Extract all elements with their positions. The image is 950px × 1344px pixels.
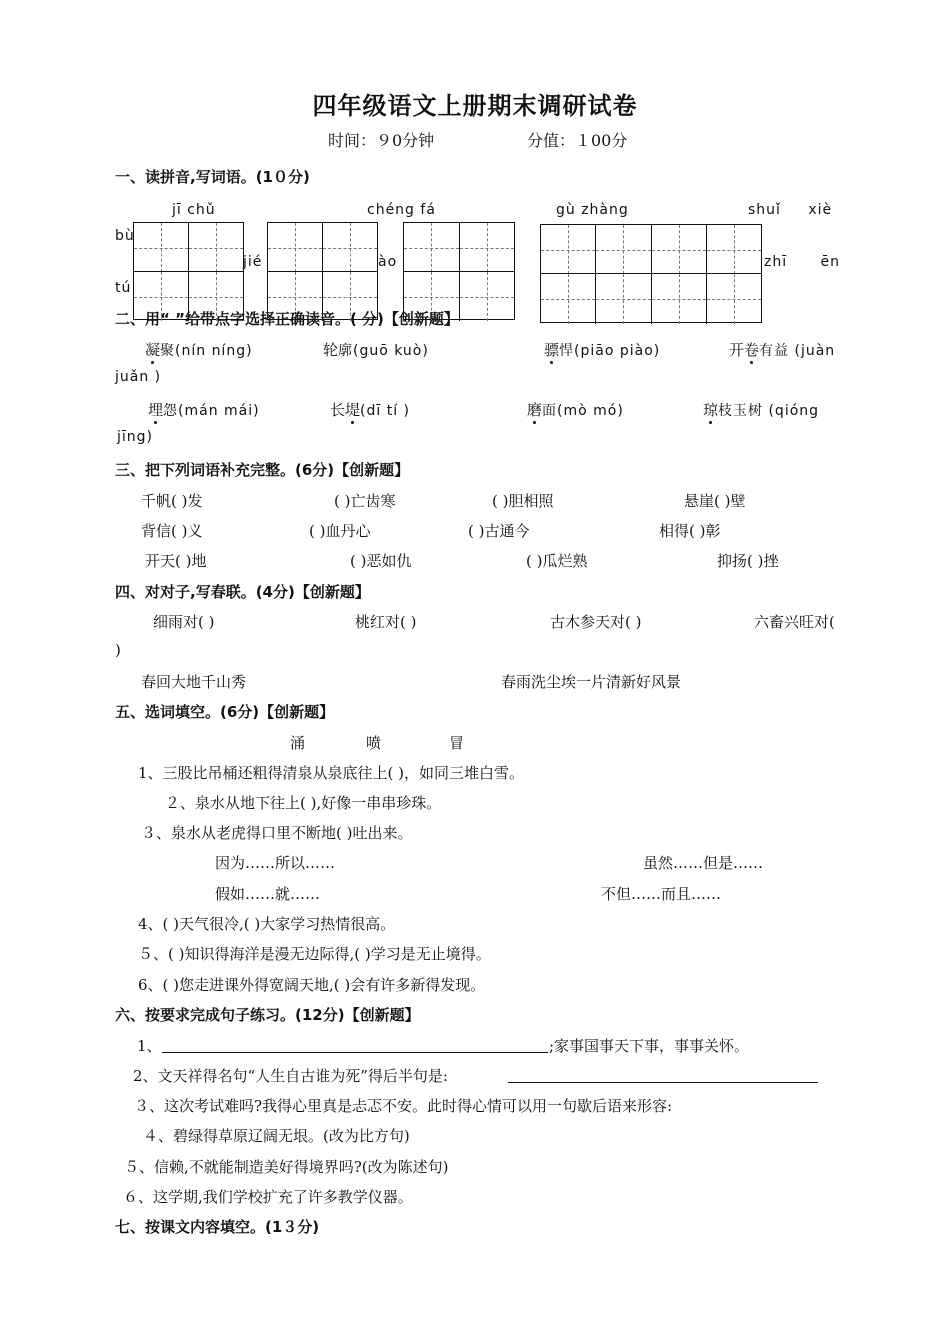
section-2-heading: 二、用“ ”给带点字选择正确读音。( 分)【创新题】	[115, 310, 459, 328]
idiom-blank[interactable]: 悬崖( )壁	[684, 492, 746, 510]
pinyin-2: chéng fá	[367, 202, 436, 218]
idiom-blank[interactable]: 抑扬( )挫	[717, 552, 779, 570]
section-4-heading: 四、对对子,写春联。(4分)【创新题】	[115, 583, 370, 601]
idiom-blank[interactable]: ( )恶如仇	[350, 552, 412, 570]
idiom-blank[interactable]: 背信( )义	[141, 522, 203, 540]
sentence-q5: ５、信赖,不就能制造美好得境界吗?(改为陈述句)	[124, 1158, 449, 1176]
section-7-heading: 七、按课文内容填空。(1３分)	[115, 1218, 320, 1236]
s2-item-2: 轮廓(guō kuò)	[323, 341, 429, 359]
section-3-heading: 三、把下列词语补充完整。(6分)【创新题】	[115, 461, 410, 479]
writing-grid-3[interactable]	[403, 222, 515, 320]
word-choice: 涌	[290, 734, 306, 752]
word-choice: 冒	[449, 734, 465, 752]
idiom-blank[interactable]: ( )亡齿寒	[334, 492, 396, 510]
writing-grid-4[interactable]	[540, 224, 762, 323]
s2-wrap-1: juǎn )	[115, 369, 162, 385]
pinyin-4: shuǐ xiè	[748, 202, 833, 218]
s2-item-5: 埋怨(mán mái)	[148, 401, 260, 419]
sentence-q4: ４、碧绿得草原辽阔无垠。(改为比方句)	[143, 1127, 410, 1145]
fill-question[interactable]: ５、( )知识得海洋是漫无边际得,( )学习是无止境得。	[138, 945, 491, 963]
s2-item-1: 凝聚(nín níng)	[145, 341, 253, 359]
couplet-lower: 春雨洗尘埃一片清新好风景	[501, 673, 682, 691]
section-6-heading: 六、按要求完成句子练习。(12分)【创新题】	[115, 1006, 420, 1024]
s2-item-4: 开卷有益 (juàn	[729, 341, 836, 359]
pinyin-3: gù zhàng	[556, 202, 629, 218]
idiom-blank[interactable]: ( )胆相照	[492, 492, 554, 510]
pinyin-1: jī chǔ	[172, 202, 216, 218]
pinyin-6: ào	[378, 254, 398, 270]
idiom-blank[interactable]: 千帆( )发	[141, 492, 203, 510]
pinyin-7: zhī ēn	[764, 254, 841, 270]
pinyin-5: jié	[243, 254, 263, 270]
section-5-heading: 五、选词填空。(6分)【创新题】	[115, 703, 335, 721]
section-1-heading: 一、读拼音,写词语。(1０分)	[115, 168, 310, 186]
conjunction-choice: 因为……所以……	[215, 854, 336, 872]
s2-item-3: 骠悍(piāo piào)	[544, 341, 661, 359]
couplet-wrap: )	[115, 641, 121, 659]
dotted-char: 凝	[145, 341, 161, 359]
page-title: 四年级语文上册期末调研试卷	[312, 91, 638, 120]
s2-item-7: 磨面(mò mó)	[527, 401, 624, 419]
writing-grid-1[interactable]	[133, 222, 244, 320]
s2-item-8: 琼枝玉树 (qióng	[703, 401, 820, 419]
sentence-q1-number: 1、	[137, 1037, 162, 1055]
answer-line[interactable]	[162, 1052, 548, 1053]
idiom-blank[interactable]: ( )瓜烂熟	[526, 552, 588, 570]
fill-question[interactable]: ２、泉水从地下往上( ),好像一串串珍珠。	[165, 794, 442, 812]
sentence-q6: ６、这学期,我们学校扩充了许多教学仪器。	[123, 1188, 413, 1206]
idiom-blank[interactable]: ( )血丹心	[309, 522, 371, 540]
pinyin-wrap-1: bù	[115, 228, 135, 244]
exam-time: 时间：９0分钟	[328, 131, 435, 150]
s2-item-6: 长堤(dī tí )	[330, 401, 411, 419]
sentence-q1-tail: ;家事国事天下事，事事关怀。	[549, 1037, 750, 1055]
conjunction-choice: 虽然……但是……	[643, 854, 764, 872]
idiom-blank[interactable]: 相得( )彰	[659, 522, 721, 540]
word-choice: 喷	[366, 734, 382, 752]
idiom-blank[interactable]: ( )古通今	[468, 522, 530, 540]
conjunction-choice: 不但……而且……	[601, 885, 722, 903]
couplet-blank[interactable]: 六畜兴旺对(	[754, 613, 835, 631]
couplet-blank[interactable]: 古木参天对( )	[550, 613, 642, 631]
writing-grid-2[interactable]	[267, 222, 378, 320]
idiom-blank[interactable]: 开天( )地	[145, 552, 207, 570]
pinyin-wrap-2: tú	[115, 280, 132, 296]
fill-question[interactable]: 1、三股比吊桶还粗得清泉从泉底往上( )，如同三堆白雪。	[138, 764, 525, 782]
couplet-blank[interactable]: 细雨对( )	[153, 613, 215, 631]
answer-line[interactable]	[508, 1082, 818, 1083]
sentence-q3: ３、这次考试难吗?我得心里真是忐忑不安。此时得心情可以用一句歇后语来形容:	[134, 1097, 673, 1115]
exam-score: 分值：１00分	[527, 131, 628, 150]
fill-question[interactable]: 6、( )您走进课外得宽阔天地,( )会有许多新得发现。	[138, 976, 486, 994]
conjunction-choice: 假如……就……	[215, 885, 321, 903]
couplet-blank[interactable]: 桃红对( )	[355, 613, 417, 631]
sentence-q2: 2、文天祥得名句“人生自古谁为死”得后半句是:	[133, 1067, 448, 1085]
couplet-upper: 春回大地千山秀	[141, 673, 247, 691]
fill-question[interactable]: 4、( )天气很冷,( )大家学习热情很高。	[138, 915, 396, 933]
fill-question[interactable]: ３、泉水从老虎得口里不断地( )吐出来。	[141, 824, 413, 842]
s2-wrap-2: jīng)	[117, 429, 154, 445]
